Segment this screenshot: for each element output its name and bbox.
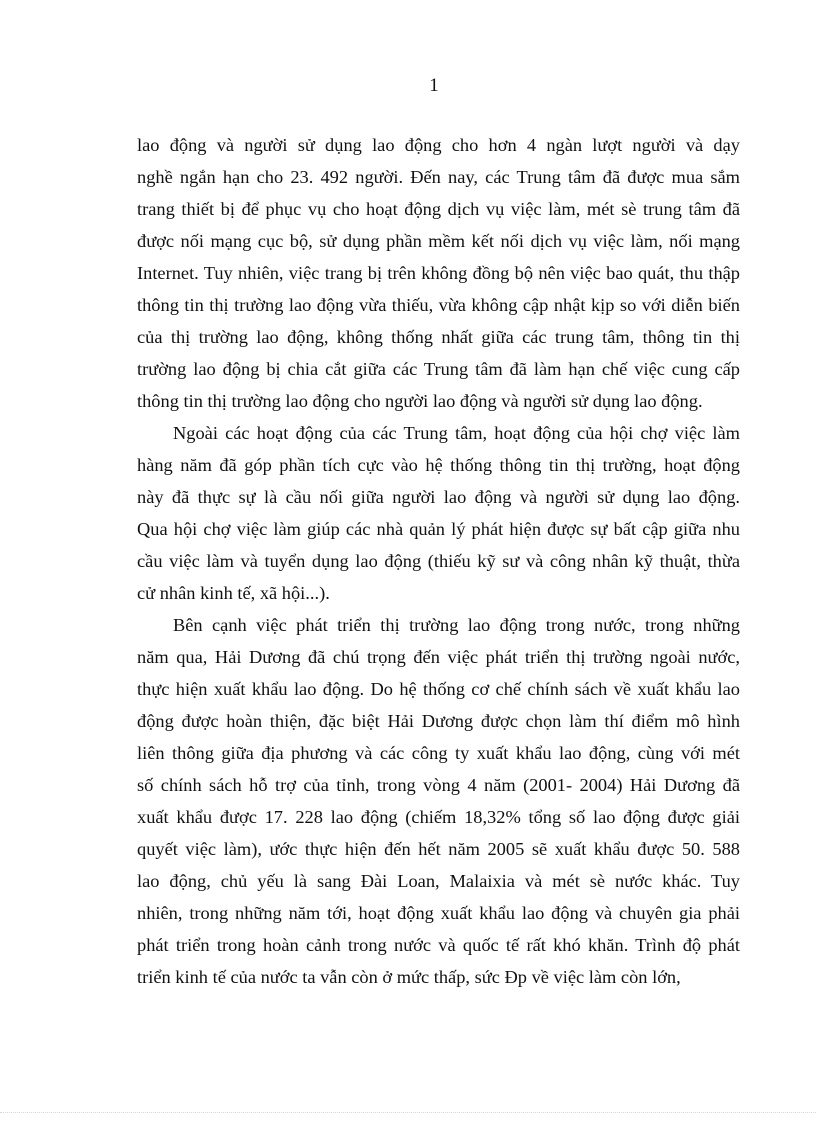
- text-line: được nối mạng cục bộ, sử dụng phần mềm kết nối dịch vụ việc làm, nối mạng: [137, 231, 740, 251]
- text-line: trang thiết bị để phục vụ cho hoạt động dịch vụ việc làm, mét sè trung tâm đã: [137, 199, 740, 219]
- text-line: số chính sách hỗ trợ của tỉnh, trong vòng 4 năm (2001- 2004) Hải Dương đã: [137, 775, 740, 795]
- text-line: động được hoàn thiện, đặc biệt Hải Dương được chọn làm thí điểm mô hình: [137, 711, 740, 731]
- text-line: này đã thực sự là cầu nối giữa người lao động và người sử dụng lao động.: [137, 487, 740, 507]
- paragraph: [137, 609, 740, 993]
- text-line: cử nhân kinh tế, xã hội...).: [137, 583, 330, 603]
- paragraph: [137, 129, 740, 417]
- text-line: thông tin thị trường lao động cho người lao động và người sử dụng lao động.: [137, 391, 703, 411]
- text-line: của thị trường lao động, không thống nhất giữa các trung tâm, thông tin thị: [137, 327, 740, 347]
- text-line: triển kinh tế của nước ta vẫn còn ở mức thấp, sức Ðp về việc làm còn lớn,: [137, 967, 681, 987]
- text-line: lao động, chủ yếu là sang Đài Loan, Malaixia và mét sè nước khác. Tuy: [137, 871, 740, 891]
- page-bottom-divider: [0, 1112, 816, 1113]
- text-line: trường lao động bị chia cắt giữa các Trung tâm đã làm hạn chế việc cung cấp: [137, 359, 740, 379]
- text-line: nhiên, trong những năm tới, hoạt động xuất khẩu lao động và chuyên gia phải: [137, 903, 740, 923]
- text-line: thực hiện xuất khẩu lao động. Do hệ thống cơ chế chính sách về xuất khẩu lao: [137, 679, 740, 699]
- text-line: năm qua, Hải Dương đã chú trọng đến việc phát triển thị trường ngoài nước,: [137, 647, 740, 667]
- text-line: quyết việc làm), ước thực hiện đến hết năm 2005 sẽ xuất khẩu được 50. 588: [137, 839, 740, 859]
- page-number: 1: [429, 75, 439, 96]
- text-line: lao động và người sử dụng lao động cho hơn 4 ngàn lượt người và dạy: [137, 135, 740, 155]
- text-line: hàng năm đã góp phần tích cực vào hệ thống thông tin thị trường, hoạt động: [137, 455, 740, 475]
- text-line: xuất khẩu được 17. 228 lao động (chiếm 18,32% tổng số lao động được giải: [137, 807, 740, 827]
- text-line: phát triển trong hoàn cảnh trong nước và quốc tế rất khó khăn. Trình độ phát: [137, 935, 740, 955]
- text-line: cầu việc làm và tuyển dụng lao động (thiếu kỹ sư và công nhân kỹ thuật, thừa: [137, 551, 740, 571]
- text-line: Ngoài các hoạt động của các Trung tâm, hoạt động của hội chợ việc làm: [173, 423, 740, 443]
- paragraph: [137, 417, 740, 609]
- text-line: nghề ngắn hạn cho 23. 492 người. Đến nay, các Trung tâm đã được mua sắm: [137, 167, 740, 187]
- document-body: [137, 129, 740, 993]
- text-line: liên thông giữa địa phương và các công ty xuất khẩu lao động, cùng với mét: [137, 743, 740, 763]
- text-line: Internet. Tuy nhiên, việc trang bị trên không đồng bộ nên việc bao quát, thu thập: [137, 263, 740, 283]
- text-line: Bên cạnh việc phát triển thị trường lao động trong nước, trong những: [173, 615, 740, 635]
- text-line: Qua hội chợ việc làm giúp các nhà quản lý phát hiện được sự bất cập giữa nhu: [137, 519, 740, 539]
- text-line: thông tin thị trường lao động vừa thiếu, vừa không cập nhật kịp so với diễn biến: [137, 295, 740, 315]
